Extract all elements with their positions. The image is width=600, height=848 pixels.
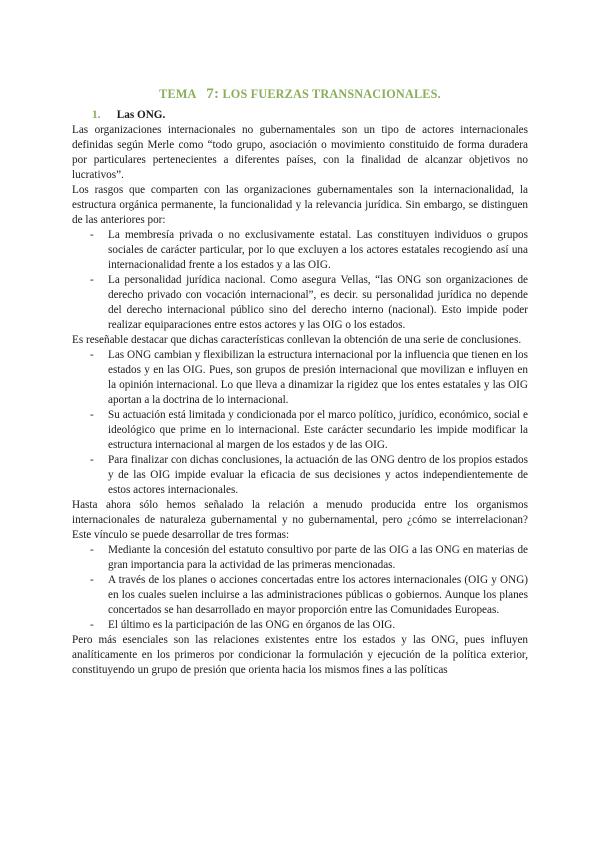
bullet-dash: - — [90, 619, 94, 631]
section-heading — [72, 108, 528, 123]
list-distinctions — [72, 228, 528, 333]
paragraph-states: Pero más esenciales son las relaciones existentes entre los estados y las ONG, pues influyen analíticamente en los primeros por condicionar la formulación y ejecución de la política exterior, constituyendo un grupo de presión que orienta hacia los mismos fines a las políticas — [72, 634, 528, 676]
document-page — [72, 86, 528, 678]
paragraph-definition: Las organizaciones internacionales no gubernamentales son un tipo de actores internacionales definidas según Merle como “todo grupo, asociación o movimiento constituido de forma duradera por particulares pertenecientes a diferentes países, con la finalidad de alcanzar objetivos no lucrativos”. — [72, 124, 528, 181]
bullet-dash: - — [90, 409, 94, 421]
paragraph-interrelation: Hasta ahora sólo hemos señalado la relación a menudo producida entre los organismos internacionales de naturaleza gubernamental y no gubernamental, pero ¿cómo se interrelacionan? Este vínculo se puede desarrollar de tres formas: — [72, 499, 528, 541]
list-conclusions — [72, 348, 528, 498]
bullet-dash: - — [90, 544, 94, 556]
document-title — [72, 86, 528, 102]
list-item: - A través de los planes o acciones concertadas entre los actores internacionales (OIG y ONG) en los cuales suelen incluirse a las administraciones públicas o gobiernos. Aunque los planes concertados se han desarrollado en mayor proporción entre las Comunidades Europeas. — [90, 574, 528, 616]
list-item: - El último es la participación de las ONG en órganos de las OIG. — [90, 619, 396, 631]
bullet-dash: - — [90, 454, 94, 466]
bullet-dash: - — [90, 229, 94, 241]
bullet-dash: - — [90, 349, 94, 361]
paragraph-traits: Los rasgos que comparten con las organizaciones gubernamentales son la internacionalidad, la estructura orgánica permanente, la funcionalidad y la relevancia jurídica. Sin embargo, se distinguen de las anteriores por: — [72, 184, 528, 226]
list-item: - Su actuación está limitada y condicionada por el marco político, jurídico, económico, social e ideológico que prime en lo internacional. Este carácter secundario les impide modificar la estructura internacional al margen de los estados y de las OIG. — [90, 409, 528, 451]
paragraph-conclusions: Es reseñable destacar que dichas características conllevan la obtención de una serie de conclusiones. — [72, 334, 522, 346]
title-text: LOS FUERZAS TRANSNACIONALES. — [222, 87, 441, 101]
section-label: Las ONG. — [116, 109, 166, 121]
list-item: - Para finalizar con dichas conclusiones, la actuación de las ONG dentro de los propios estados y de las OIG impide evaluar la eficacia de sus decisiones y actos independientemente de estos actores internacionales. — [90, 454, 528, 496]
list-forms — [72, 543, 528, 633]
title-prefix: TEMA — [159, 87, 197, 101]
list-item: - La personalidad jurídica nacional. Como asegura Vellas, “las ONG son organizaciones de derecho privado con vocación internacional”, es decir. su personalidad jurídica no depende del derecho internacional público sino del derecho interno (nacional). Esto impide poder realizar equiparaciones entre estos actores y las OIG o los estados. — [90, 274, 528, 331]
section-number: 1. — [92, 109, 101, 121]
title-number: 7: — [206, 86, 220, 102]
list-item: - Las ONG cambian y flexibilizan la estructura internacional por la influencia que tienen en los estados y en las OIG. Pues, son grupos de presión internacional que movilizan e influyen en la opinión internacional. Lo que lleva a dinamizar la rigidez que los entes estatales y las OIG aportan a la doctrina de lo internacional. — [90, 349, 528, 406]
bullet-dash: - — [90, 574, 94, 586]
bullet-dash: - — [90, 274, 94, 286]
list-item: - Mediante la concesión del estatuto consultivo por parte de las OIG a las ONG en materias de gran importancia para la actividad de las primeras mencionadas. — [90, 544, 528, 571]
list-item: - La membresía privada o no exclusivamente estatal. Las constituyen individuos o grupos sociales de carácter particular, por lo que excluyen a los actores estatales recogiendo así una internacionalidad frente a los estados y a las OIG. — [90, 229, 528, 271]
